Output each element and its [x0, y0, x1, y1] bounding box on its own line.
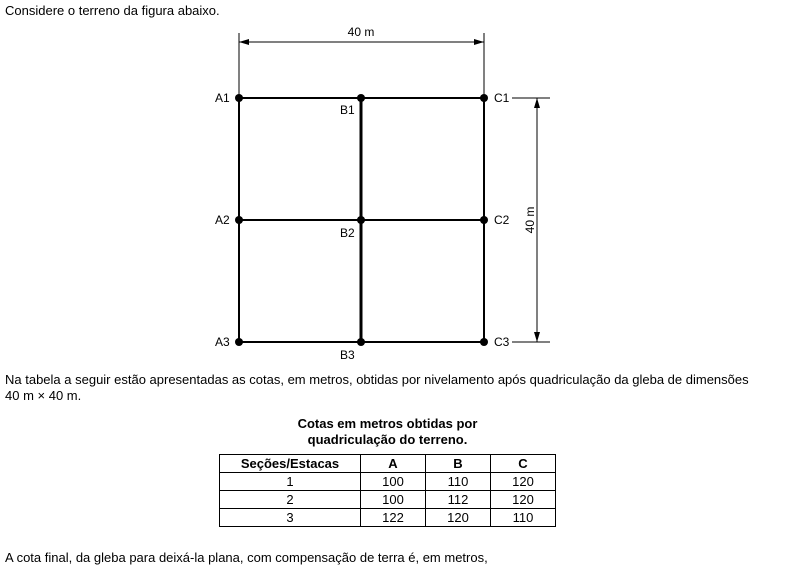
table-cell: 1	[220, 473, 361, 491]
table-cell: 2	[220, 491, 361, 509]
table-caption-line-1: Cotas em metros obtidas por	[297, 416, 478, 431]
table-cell: 120	[426, 509, 491, 527]
label-b1: B1	[340, 103, 355, 117]
height-dimension-arrow-bottom	[534, 332, 540, 342]
point-a2	[235, 216, 243, 224]
point-a1	[235, 94, 243, 102]
table-caption-line-2: quadriculação do terreno.	[307, 432, 468, 447]
table-header-cell: A	[361, 455, 426, 473]
table-cell: 122	[361, 509, 426, 527]
point-a3	[235, 338, 243, 346]
table-cell: 120	[491, 473, 556, 491]
intro-text: Considere o terreno da figura abaixo.	[5, 3, 220, 18]
label-c1: C1	[494, 91, 510, 105]
label-c2: C2	[494, 213, 510, 227]
table-cell: 110	[491, 509, 556, 527]
point-c3	[480, 338, 488, 346]
table-cell: 110	[426, 473, 491, 491]
table-row	[220, 473, 556, 491]
width-dimension-label: 40 m	[347, 25, 375, 39]
cotas-table	[219, 454, 556, 527]
label-a1: A1	[215, 91, 230, 105]
paragraph-line-2: 40 m × 40 m.	[5, 388, 82, 403]
label-b2: B2	[340, 226, 355, 240]
table-cell: 100	[361, 491, 426, 509]
table-cell: 112	[426, 491, 491, 509]
label-c3: C3	[494, 335, 510, 349]
point-b2	[357, 216, 365, 224]
table-cell: 3	[220, 509, 361, 527]
point-c2	[480, 216, 488, 224]
label-a2: A2	[215, 213, 230, 227]
point-b3	[357, 338, 365, 346]
point-b1	[357, 94, 365, 102]
table-header-cell: B	[426, 455, 491, 473]
paragraph-line-1: Na tabela a seguir estão apresentadas as cotas, em metros, obtidas por nivelamento após quadriculação da gleba de dimensões	[5, 372, 749, 387]
height-dimension-arrow-top	[534, 98, 540, 108]
width-dimension-arrow-right	[474, 39, 484, 45]
table-cell: 120	[491, 491, 556, 509]
table-header-row	[220, 455, 556, 473]
label-b3: B3	[340, 348, 355, 360]
table-header-cell: C	[491, 455, 556, 473]
width-dimension-arrow-left	[239, 39, 249, 45]
point-c1	[480, 94, 488, 102]
table-cell: 100	[361, 473, 426, 491]
table-row	[220, 491, 556, 509]
table-header-cell: Seções/Estacas	[220, 455, 361, 473]
question-text: A cota final, da gleba para deixá-la plana, com compensação de terra é, em metros,	[5, 550, 488, 565]
label-a3: A3	[215, 335, 230, 349]
height-dimension-label: 40 m	[523, 206, 537, 234]
table-row	[220, 509, 556, 527]
